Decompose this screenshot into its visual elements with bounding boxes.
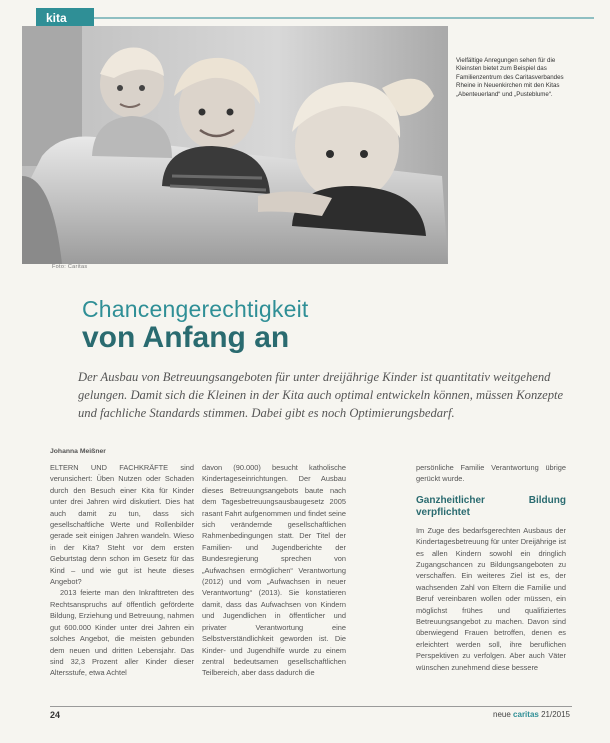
paragraph: persönliche Familie Verantwortung übrige gerückt wurde.: [416, 463, 566, 484]
text-column-1: [50, 462, 194, 679]
magazine-prefix: neue: [493, 710, 511, 719]
section-tab: kita: [36, 8, 94, 28]
paragraph: ELTERN UND FACHKRÄFTE sind verunsichert: Üben Nutzen oder Schaden durch den Besuch einer Kita für Kinder unter drei Jahren wird diskutiert. Dies hat auch damit zu tun, dass sich gesellschaftliche Werte und Rollenbilder gerade seit einigen Jahren wandeln. Wieso in der Kita? Steht vor dem ersten Geburtstag denn schon im Gesetz für das Kind – und wie gut ist heute dieses Angebot?: [50, 463, 194, 587]
author-byline: Johanna Meißner: [50, 448, 106, 455]
photo-caption: Vielfältige Anregungen sehen für die Kleinsten bietet zum Beispiel das Familienzentrum des Caritasverbandes Rheine in Neuenkirchen mit den Kitas „Abenteuerland“ und „Pusteblume“.: [456, 57, 564, 98]
text-column-3: [416, 462, 566, 673]
photo-credit: Foto: Caritas: [52, 264, 88, 270]
children-photo-illustration: [22, 26, 448, 264]
text-column-2: [202, 462, 346, 679]
paragraph: 2013 feierte man den Inkrafttreten des Rechtsanspruchs auf öffentlich geförderte Bildung, Erziehung und Betreuung, nahmen gut 600.000 Kinder unter drei Jahren ein solches Angebot, die meisten gebunden dem neuen und dritten Lebensjahr. Das sind 32,3 Prozent aller Kinder dieser Altersstufe, etwa Achtel: [50, 588, 194, 678]
header-rule: [94, 17, 594, 19]
paragraph: Im Zuge des bedarfsgerechten Ausbaus der Kindertagesbetreuung für unter Dreijährige ist es allen Kindern sowohl ein dringlich Zugangschancen zu Bildungsangeboten zu verschaffen. Ein weiteres Ziel ist es, der wachsenden Zahl von Eltern die Familie und Beruf vereinbaren wollen oder müssen, ein möglichst frühes und qualifiziertes Betreuungsangebot zu machen. Davon sind überwiegend Frauen betroffen, denen es erleichtert werden soll, ihre beruflichen Perspektiven zu verfolgen. Aber auch Väter wünschen zunehmend diese bessere: [416, 525, 566, 672]
article-lead: Der Ausbau von Betreuungsangeboten für unter dreijährige Kinder ist quantitativ weitgehend gelungen. Damit sich die Kleinen in der Kita auch optimal entwickeln können, müssen Konzepte und fachliche Standards stimmen. Dabei gibt es noch Optimierungsbedarf.: [78, 370, 564, 420]
magazine-title: caritas: [513, 710, 539, 719]
subheading: Ganzheitlicher Bildung verpflichtet: [416, 494, 566, 518]
page-number: 24: [50, 710, 61, 720]
headline-title: von Anfang an: [82, 321, 290, 354]
article-photo: [22, 26, 448, 264]
magazine-name: [493, 710, 570, 719]
headline-kicker: Chancengerechtigkeit: [82, 296, 309, 322]
paragraph: davon (90.000) besucht katholische Kindertageseinrichtungen. Der Ausbau dieses Betreuungsangebots baute nach dem Tagesbetreuungsausbaugesetz 2005 rasant Fahrt aufgenommen und findet seine sich verändernde gesellschaftlichen Rahmenbedingungen statt. Der Titel der Familien- und Jugendberichte der Bundesregierung sprechen von „Aufwachsen ermöglichen“ Verantwortung (2012) und vom „Aufwachsen in neuer Verantwortung“ (2013). Sie konstatieren damit, dass das Aufwachsen von Kindern und Jugendlichen in öffentlicher und privater Verantwortung eine Selbstverständlichkeit geworden ist. Die Kinder- und Jugendhilfe wurde zu einem zentral bedeutsamen gesellschaftlichen Teilbereich, aber dass dadurch die: [202, 463, 346, 678]
magazine-issue: 21/2015: [541, 710, 570, 719]
footer-rule: [50, 706, 572, 707]
